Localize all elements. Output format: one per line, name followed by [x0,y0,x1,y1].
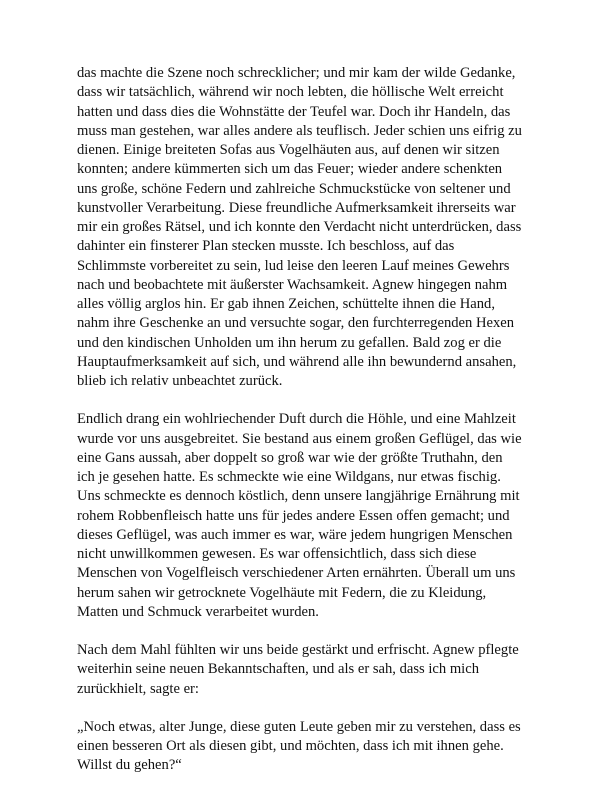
text-line: Hauptaufmerksamkeit auf sich, und während alle ihn bewundernd ansahen, [77,353,517,370]
paragraph-2 [77,410,537,622]
text-line: blieb ich relativ unbeachtet zurück. [77,373,283,389]
text-line: wurde vor uns ausgebreitet. Sie bestand aus einem großen Geflügel, das wie [77,430,522,447]
text-line: Nach dem Mahl fühlten wir uns beide gestärkt und erfrischt. Agnew pflegte [77,642,519,658]
text-line: „Noch etwas, alter Junge, diese guten Leute geben mir zu verstehen, dass es [77,718,521,735]
text-line: nach und beobachtete mit äußerster Wachsamkeit. Agnew hingegen nahm [77,276,508,293]
text-line: nahm ihre Geschenke an und versuchte sogar, den furchterregenden Hexen [77,315,515,332]
text-line: dahinter ein finsterer Plan stecken musste. Ich beschloss, auf das [77,238,455,255]
text-line: und den kindischen Unholden um ihn herum zu gefallen. Bald zog er die [77,334,502,351]
text-line: konnten; andere kümmerten sich um das Feuer; wieder andere schenkten [77,161,503,178]
text-line: mir ein großes Rätsel, und ich konnte den Verdacht nicht unterdrücken, dass [77,219,522,235]
text-line: dass wir tatsächlich, während wir noch lebten, die höllische Welt erreicht [77,84,504,101]
text-line: Endlich drang ein wohlriechender Duft durch die Höhle, und eine Mahlzeit [77,411,516,428]
paragraph-3 [77,641,537,699]
text-line: das machte die Szene noch schrecklicher; und mir kam der wilde Gedanke, [77,65,516,81]
text-line: Matten und Schmuck verarbeitet wurden. [77,603,319,620]
text-line: herum sahen wir getrocknete Vogelhäute mit Federn, die zu Kleidung, [77,584,487,601]
text-line: eine Gans aussah, aber doppelt so groß war wie der größte Truthahn, den [77,449,503,466]
text-line: dieses Geflügel, was auch immer es war, wäre jedem hungrigen Menschen [77,526,513,543]
paragraph-1 [77,64,537,391]
document-page [77,64,537,795]
text-line: muss man gestehen, war alles andere als teuflisch. Jeder schien uns eifrig zu [77,122,522,139]
text-line: hatten und dass dies die Wohnstätte der Teufel war. Doch ihr Handeln, das [77,103,511,120]
text-line: weiterhin seine neuen Bekanntschaften, und als er sah, dass ich mich [77,661,480,678]
paragraph-4 [77,718,537,776]
text-line: Schlimmste vorbereitet zu sein, lud leise den leeren Lauf meines Gewehrs [77,257,510,274]
text-line: Uns schmeckte es dennoch köstlich, denn unsere langjährige Ernährung mit [77,488,520,505]
text-line: alles völlig arglos hin. Er gab ihnen Zeichen, schüttelte ihnen die Hand, [77,296,495,312]
text-line: Menschen von Vogelfleisch verschiedener Arten ernährten. Überall um uns [77,565,516,582]
text-line: kunstvoller Verarbeitung. Diese freundliche Aufmerksamkeit ihrerseits war [77,199,516,216]
text-line: rohem Robbenfleisch hatte uns für jedes andere Essen offen gemacht; und [77,507,510,524]
text-line: dienen. Einige breiteten Sofas aus Vogelhäuten aus, auf denen wir sitzen [77,142,500,158]
text-line: zurückhielt, sagte er: [77,680,199,697]
text-line: nicht unwillkommen gewesen. Es war offensichtlich, dass sich diese [77,546,477,562]
text-line: uns große, schöne Federn und zahlreiche Schmuckstücke von seltener und [77,180,511,197]
text-line: Willst du gehen?“ [77,757,182,774]
text-line: einen besseren Ort als diesen gibt, und möchten, dass ich mit ihnen gehe. [77,738,504,754]
text-line: ich je gesehen hatte. Es schmeckte wie eine Wildgans, nur etwas fischig. [77,469,501,485]
